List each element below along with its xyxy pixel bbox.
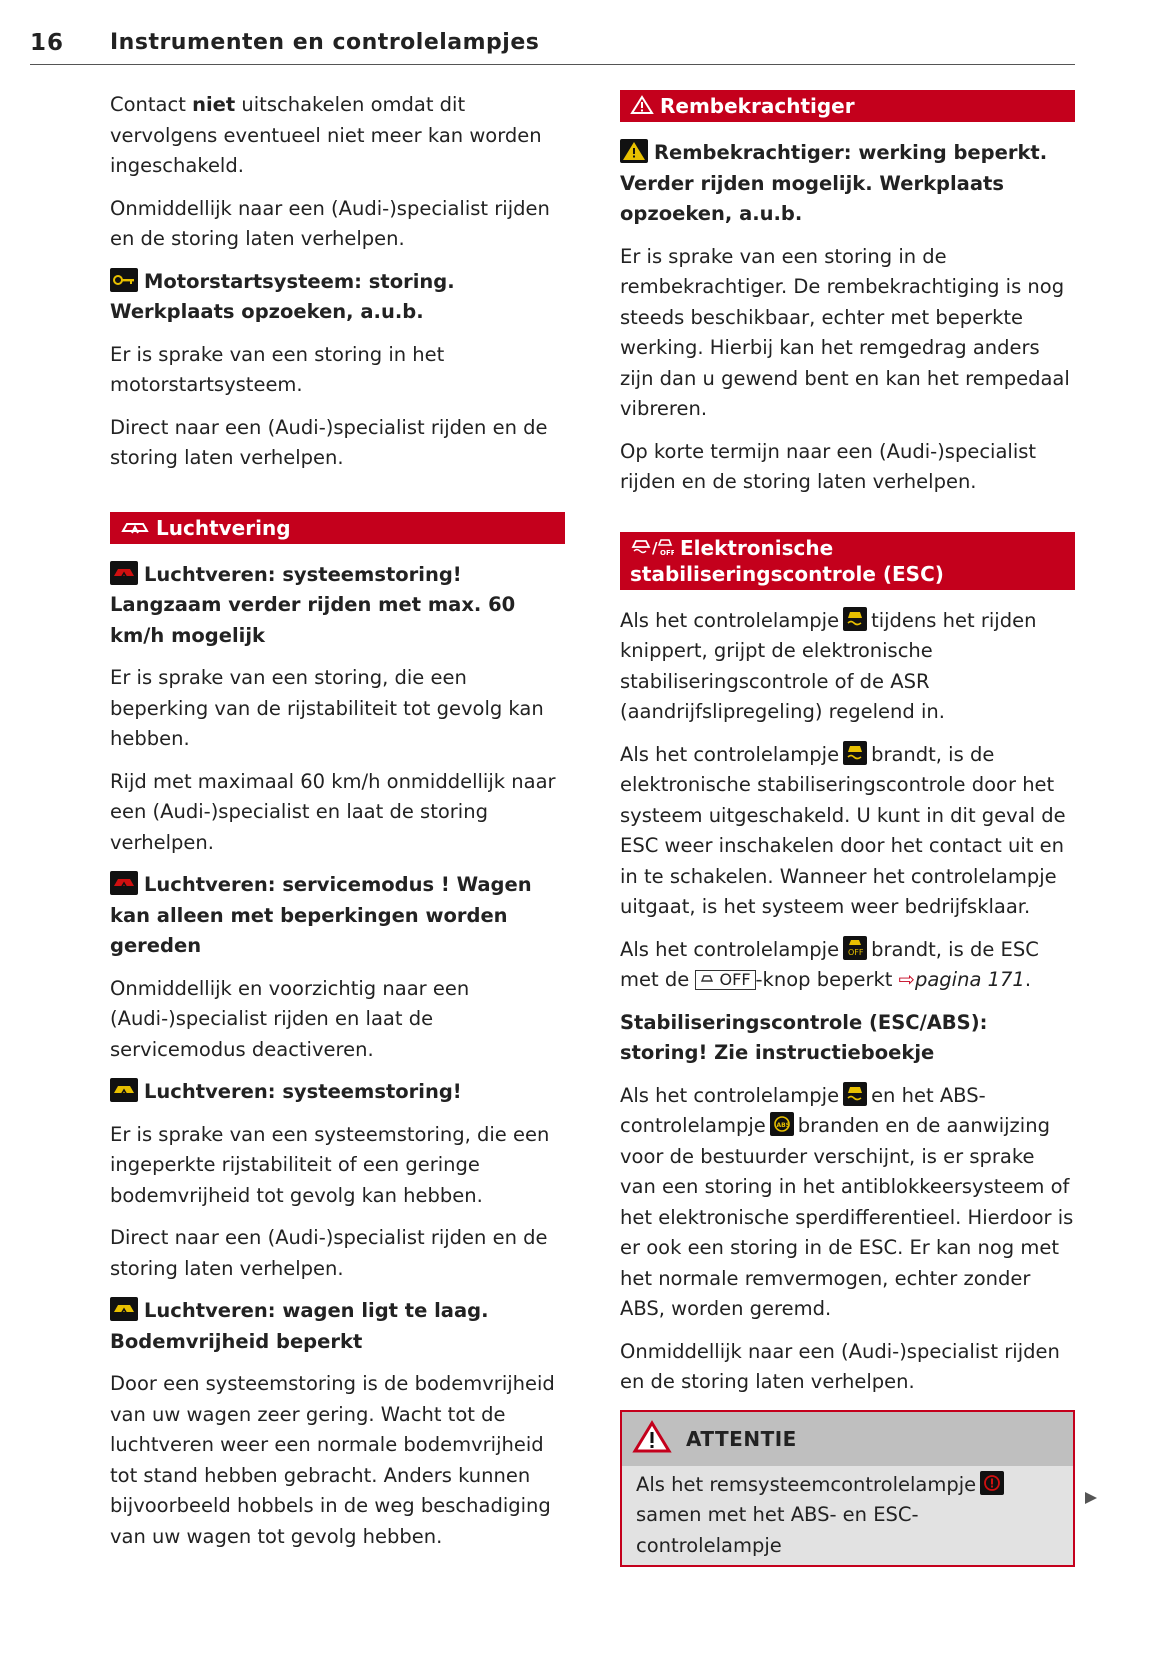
section-title: Rembekrachtiger bbox=[660, 94, 855, 118]
air-suspension-yellow-icon bbox=[110, 1078, 138, 1102]
esc-yellow-icon bbox=[843, 1082, 867, 1106]
section-title: Luchtvering bbox=[156, 515, 291, 540]
text: en het ABS-controlelampje bbox=[620, 1083, 986, 1137]
heading-text: Luchtveren: systeemstoring! Langzaam verder rijden met max. 60 km/h mogelijk bbox=[110, 562, 516, 647]
page-number: 16 bbox=[30, 30, 65, 56]
attentie-box bbox=[620, 1410, 1075, 1568]
text: Als het controlelampje bbox=[620, 742, 840, 766]
attentie-header bbox=[622, 1412, 1073, 1466]
right-column bbox=[620, 90, 1075, 1567]
heading-text: Motorstartsysteem: storing. Werkplaats opzoeken, a.u.b. bbox=[110, 269, 455, 323]
attentie-body bbox=[622, 1466, 1073, 1566]
heading-text: Luchtveren: wagen ligt te laag. Bodemvrijheid beperkt bbox=[110, 1299, 489, 1353]
text: . bbox=[1024, 968, 1032, 991]
warning-heading bbox=[110, 560, 565, 652]
warning-triangle-icon bbox=[630, 93, 654, 119]
paragraph bbox=[110, 90, 565, 182]
esc-icon bbox=[630, 535, 674, 561]
paragraph: Onmiddellijk en voorzichtig naar een (Audi-)specialist rijden en laat de servicemodus deactiveren. bbox=[110, 976, 470, 1061]
heading-text: Luchtveren: servicemodus ! Wagen kan alleen met beperkingen worden gereden bbox=[110, 873, 532, 957]
text: Als het controlelampje bbox=[620, 608, 840, 632]
paragraph: Er is sprake van een storing, die een beperking van de rijstabiliteit tot gevolg kan hebben. bbox=[110, 666, 544, 750]
section-header-esc bbox=[620, 532, 1075, 590]
warning-triangle-yellow-icon bbox=[620, 139, 648, 163]
text: Als het controlelampje bbox=[620, 1083, 840, 1107]
paragraph: Onmiddellijk naar een (Audi-)specialist rijden en de storing laten verhelpen. bbox=[620, 1339, 1060, 1393]
paragraph bbox=[620, 740, 1075, 923]
text: brandt, is de ESC met de bbox=[620, 937, 1039, 991]
text: tijdens het rijden knippert, grijpt de elektronische stabiliseringscontrole of de ASR (aandrijfslipregeling) regelend in. bbox=[620, 608, 1037, 723]
off-text: OFF bbox=[719, 970, 751, 989]
brake-system-icon bbox=[980, 1471, 1004, 1495]
text: Als het controlelampje bbox=[620, 937, 840, 961]
svg-text:/: / bbox=[652, 538, 658, 557]
text: Contact bbox=[110, 93, 193, 116]
warning-heading: Stabiliseringscontrole (ESC/ABS): storing! Zie instructieboekje bbox=[620, 1010, 988, 1064]
air-suspension-red-icon bbox=[110, 561, 138, 585]
warning-triangle-icon bbox=[632, 1420, 672, 1458]
esc-yellow-icon bbox=[843, 741, 867, 765]
air-suspension-yellow-icon bbox=[110, 1297, 138, 1321]
svg-text:OFF: OFF bbox=[848, 947, 864, 957]
svg-text:ABS: ABS bbox=[776, 1122, 790, 1129]
paragraph bbox=[620, 935, 1075, 996]
section-header-rembekrachtiger bbox=[620, 90, 1075, 122]
text: samen met het ABS- en ESC-controlelampje bbox=[636, 1503, 919, 1557]
page-title: Instrumenten en controlelampjes bbox=[110, 30, 540, 55]
key-icon bbox=[110, 268, 138, 292]
heading-text: Rembekrachtiger: werking beperkt. Verder rijden mogelijk. Werkplaats opzoeken, a.u.b. bbox=[620, 141, 1048, 225]
page-reference[interactable]: pagina 171 bbox=[914, 968, 1025, 991]
paragraph: Op korte termijn naar een (Audi-)specialist rijden en de storing laten verhelpen. bbox=[620, 439, 1037, 493]
air-suspension-icon bbox=[120, 515, 150, 541]
warning-heading bbox=[110, 267, 565, 328]
svg-text:OFF: OFF bbox=[660, 548, 674, 557]
text: uitschakelen omdat dit vervolgens eventueel niet meer kan worden ingeschakeld. bbox=[110, 93, 542, 177]
section-title: Elektronische stabiliseringscontrole (ESC) bbox=[630, 535, 944, 586]
text: branden en de aanwijzing voor de bestuurder verschijnt, is er sprake van een storing in het antiblokkeersysteem of het elektronische sperdifferentieel. Hierdoor is er ook een storing in de ESC. Er kan nog met het normale remvermogen, echter zonder ABS, worden geremd. bbox=[620, 1114, 1074, 1320]
section-header-luchtvering bbox=[110, 512, 565, 544]
warning-heading bbox=[620, 138, 1075, 230]
paragraph bbox=[636, 1470, 1059, 1562]
paragraph: Onmiddellijk naar een (Audi-)specialist rijden en de storing laten verhelpen. bbox=[110, 196, 550, 250]
paragraph bbox=[620, 606, 1075, 728]
esc-yellow-icon bbox=[843, 607, 867, 631]
emphasis: niet bbox=[192, 93, 236, 116]
continue-arrow-icon bbox=[1083, 1490, 1099, 1510]
arrow-right-icon: ⇨ bbox=[898, 968, 915, 991]
paragraph: Er is sprake van een storing in de rembekrachtiger. De rembekrachtiging is nog steeds beschikbaar, echter met beperkte werking. Hierbij kan het remgedrag anders zijn dan u gewend bent en kan het rempedaal vibreren. bbox=[620, 244, 1070, 420]
text: brandt, is de elektronische stabiliseringscontrole door het systeem uitgeschakeld. U kunt in dit geval de ESC weer inschakelen door het contact uit en in te schakelen. Wanneer het controlelampje uitgaat, is het systeem weer bedrijfsklaar. bbox=[620, 742, 1066, 918]
abs-icon bbox=[770, 1112, 794, 1136]
paragraph: Door een systeemstoring is de bodemvrijheid van uw wagen zeer gering. Wacht tot de luchtveren weer een normale bodemvrijheid tot stand hebben gebracht. Anders kunnen bijvoorbeeld hobbels in de weg beschadiging van uw wagen tot gevolg hebben. bbox=[110, 1372, 555, 1548]
warning-heading bbox=[110, 870, 565, 962]
page-header bbox=[30, 28, 1075, 65]
paragraph: Er is sprake van een systeemstoring, die een ingeperkte rijstabiliteit of een geringe bodemvrijheid tot gevolg kan hebben. bbox=[110, 1122, 550, 1207]
paragraph: Direct naar een (Audi-)specialist rijden en de storing laten verhelpen. bbox=[110, 415, 548, 469]
paragraph bbox=[620, 1081, 1075, 1325]
text: -knop beperkt bbox=[755, 968, 893, 991]
warning-heading bbox=[110, 1296, 565, 1357]
esc-off-button-label bbox=[695, 970, 755, 990]
text: Als het remsysteemcontrolelampje bbox=[636, 1472, 977, 1496]
paragraph: Er is sprake van een storing in het motorstartsysteem. bbox=[110, 342, 445, 396]
paragraph: Rijd met maximaal 60 km/h onmiddellijk naar een (Audi-)specialist en laat de storing verhelpen. bbox=[110, 769, 556, 854]
heading-text: Luchtveren: systeemstoring! bbox=[144, 1080, 462, 1103]
esc-off-icon bbox=[843, 936, 867, 960]
left-column bbox=[110, 90, 565, 1564]
paragraph: Direct naar een (Audi-)specialist rijden en de storing laten verhelpen. bbox=[110, 1226, 548, 1280]
attentie-title: ATTENTIE bbox=[686, 1426, 797, 1451]
warning-heading bbox=[110, 1077, 565, 1108]
air-suspension-red-icon bbox=[110, 871, 138, 895]
